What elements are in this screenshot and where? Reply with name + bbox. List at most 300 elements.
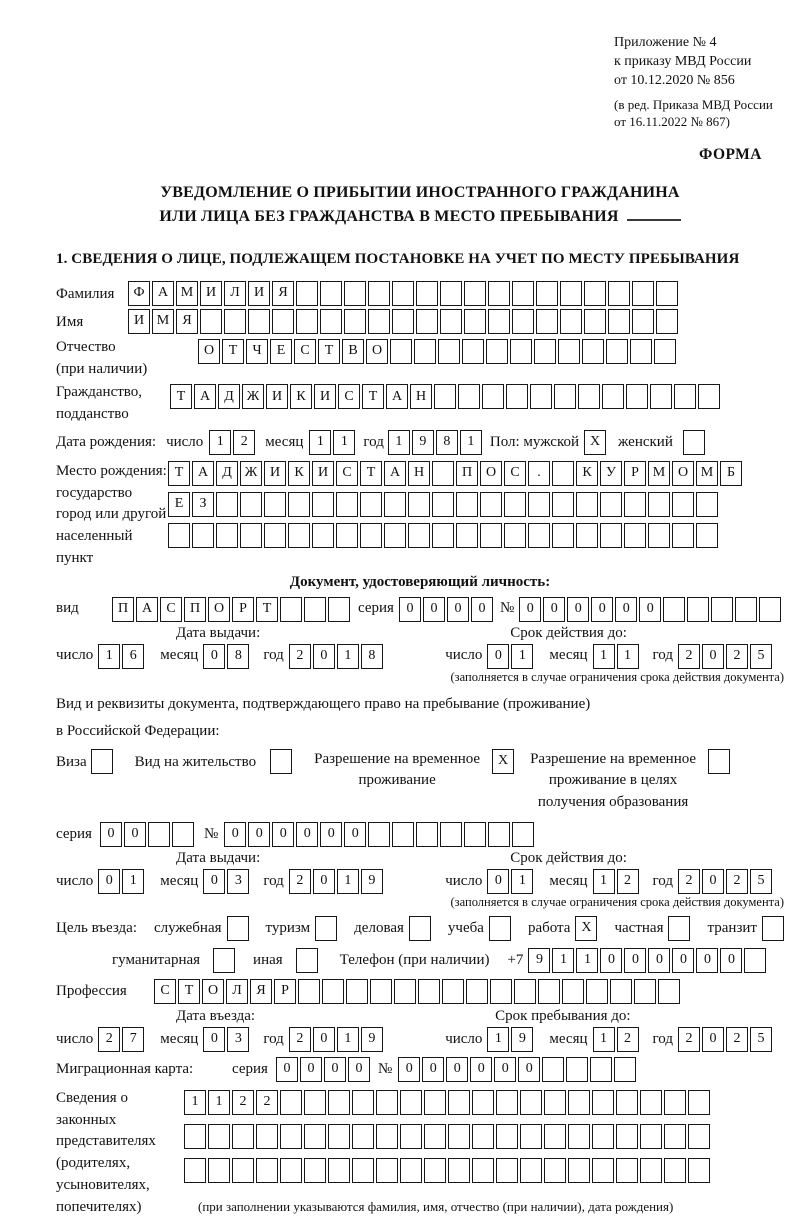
char-box[interactable] <box>360 523 382 548</box>
char-box[interactable]: О <box>208 597 230 622</box>
char-box[interactable] <box>392 309 414 334</box>
char-box[interactable] <box>687 597 709 622</box>
char-box[interactable] <box>384 492 406 517</box>
char-box[interactable]: Я <box>176 309 198 334</box>
char-box[interactable]: 1 <box>460 430 482 455</box>
char-box[interactable]: С <box>336 461 358 486</box>
char-box[interactable] <box>582 339 604 364</box>
char-box[interactable] <box>640 1090 662 1115</box>
char-box[interactable]: С <box>504 461 526 486</box>
char-box[interactable] <box>664 1090 686 1115</box>
char-box[interactable]: Т <box>178 979 200 1004</box>
char-box[interactable] <box>312 492 334 517</box>
char-box[interactable] <box>496 1158 518 1183</box>
char-box[interactable]: 0 <box>272 822 294 847</box>
char-box[interactable]: 0 <box>519 597 541 622</box>
char-box[interactable]: П <box>112 597 134 622</box>
char-box[interactable] <box>416 822 438 847</box>
char-box[interactable]: 0 <box>639 597 661 622</box>
char-box[interactable] <box>664 1124 686 1149</box>
char-box[interactable] <box>232 1158 254 1183</box>
char-box[interactable]: 0 <box>398 1057 420 1082</box>
char-box[interactable]: 0 <box>344 822 366 847</box>
char-box[interactable] <box>576 523 598 548</box>
char-box[interactable] <box>328 1124 350 1149</box>
char-box[interactable]: 5 <box>750 644 772 669</box>
char-box[interactable] <box>672 523 694 548</box>
char-box[interactable]: 0 <box>470 1057 492 1082</box>
char-box[interactable]: X <box>575 916 597 941</box>
char-box[interactable] <box>554 384 576 409</box>
char-box[interactable]: Д <box>216 461 238 486</box>
char-box[interactable] <box>296 309 318 334</box>
char-box[interactable] <box>328 1158 350 1183</box>
char-box[interactable] <box>688 1158 710 1183</box>
char-box[interactable] <box>416 309 438 334</box>
char-box[interactable]: 1 <box>337 644 359 669</box>
char-box[interactable]: 0 <box>348 1057 370 1082</box>
char-box[interactable] <box>280 1158 302 1183</box>
char-box[interactable]: 0 <box>518 1057 540 1082</box>
char-box[interactable] <box>488 822 510 847</box>
char-box[interactable]: 0 <box>471 597 493 622</box>
char-box[interactable]: Ф <box>128 281 150 306</box>
char-box[interactable]: 1 <box>337 869 359 894</box>
char-box[interactable]: К <box>288 461 310 486</box>
char-box[interactable]: И <box>266 384 288 409</box>
char-box[interactable] <box>496 1090 518 1115</box>
char-box[interactable] <box>200 309 222 334</box>
char-box[interactable] <box>544 1124 566 1149</box>
char-box[interactable]: 1 <box>593 644 615 669</box>
char-box[interactable]: Т <box>170 384 192 409</box>
char-box[interactable] <box>256 1124 278 1149</box>
char-box[interactable]: 1 <box>309 430 331 455</box>
char-box[interactable] <box>368 309 390 334</box>
char-box[interactable]: 0 <box>313 644 335 669</box>
char-box[interactable] <box>400 1090 422 1115</box>
char-box[interactable] <box>711 597 733 622</box>
char-box[interactable] <box>344 309 366 334</box>
char-box[interactable] <box>592 1124 614 1149</box>
char-box[interactable]: 0 <box>203 1027 225 1052</box>
char-box[interactable] <box>586 979 608 1004</box>
char-box[interactable] <box>298 979 320 1004</box>
char-box[interactable] <box>759 597 781 622</box>
char-box[interactable] <box>216 523 238 548</box>
char-box[interactable]: 0 <box>203 644 225 669</box>
char-box[interactable] <box>288 523 310 548</box>
char-box[interactable] <box>602 384 624 409</box>
char-box[interactable] <box>418 979 440 1004</box>
char-box[interactable] <box>280 1124 302 1149</box>
char-box[interactable] <box>216 492 238 517</box>
char-box[interactable]: 2 <box>233 430 255 455</box>
char-box[interactable] <box>208 1124 230 1149</box>
char-box[interactable]: Е <box>168 492 190 517</box>
char-box[interactable]: 2 <box>289 869 311 894</box>
char-box[interactable]: 0 <box>423 597 445 622</box>
char-box[interactable]: Б <box>720 461 742 486</box>
char-box[interactable] <box>408 492 430 517</box>
char-box[interactable]: 1 <box>576 948 598 973</box>
char-box[interactable] <box>514 979 536 1004</box>
char-box[interactable] <box>424 1090 446 1115</box>
char-box[interactable]: М <box>696 461 718 486</box>
char-box[interactable] <box>296 281 318 306</box>
char-box[interactable]: К <box>290 384 312 409</box>
char-box[interactable]: И <box>128 309 150 334</box>
char-box[interactable]: 0 <box>224 822 246 847</box>
char-box[interactable] <box>264 492 286 517</box>
char-box[interactable]: 9 <box>528 948 550 973</box>
char-box[interactable] <box>536 281 558 306</box>
char-box[interactable]: П <box>184 597 206 622</box>
char-box[interactable]: 8 <box>361 644 383 669</box>
char-box[interactable] <box>708 749 730 774</box>
char-box[interactable] <box>538 979 560 1004</box>
char-box[interactable]: 2 <box>256 1090 278 1115</box>
char-box[interactable]: Т <box>360 461 382 486</box>
char-box[interactable] <box>448 1090 470 1115</box>
char-box[interactable]: 0 <box>300 1057 322 1082</box>
char-box[interactable] <box>304 597 326 622</box>
char-box[interactable]: У <box>600 461 622 486</box>
char-box[interactable] <box>616 1158 638 1183</box>
char-box[interactable] <box>304 1124 326 1149</box>
char-box[interactable]: Т <box>222 339 244 364</box>
char-box[interactable] <box>568 1090 590 1115</box>
char-box[interactable]: 0 <box>672 948 694 973</box>
char-box[interactable]: К <box>576 461 598 486</box>
char-box[interactable] <box>432 523 454 548</box>
char-box[interactable] <box>438 339 460 364</box>
char-box[interactable] <box>558 339 580 364</box>
char-box[interactable]: Т <box>362 384 384 409</box>
char-box[interactable]: Ч <box>246 339 268 364</box>
char-box[interactable]: И <box>264 461 286 486</box>
char-box[interactable] <box>735 597 757 622</box>
char-box[interactable]: П <box>456 461 478 486</box>
char-box[interactable]: 0 <box>494 1057 516 1082</box>
char-box[interactable] <box>576 492 598 517</box>
char-box[interactable] <box>296 948 318 973</box>
char-box[interactable]: 2 <box>726 1027 748 1052</box>
char-box[interactable]: 0 <box>702 1027 724 1052</box>
char-box[interactable] <box>512 281 534 306</box>
char-box[interactable] <box>488 281 510 306</box>
char-box[interactable]: 0 <box>720 948 742 973</box>
char-box[interactable] <box>315 916 337 941</box>
char-box[interactable]: 1 <box>593 869 615 894</box>
char-box[interactable] <box>442 979 464 1004</box>
char-box[interactable] <box>336 523 358 548</box>
char-box[interactable] <box>392 281 414 306</box>
char-box[interactable] <box>656 309 678 334</box>
char-box[interactable]: Д <box>218 384 240 409</box>
char-box[interactable] <box>304 1090 326 1115</box>
char-box[interactable] <box>632 281 654 306</box>
char-box[interactable] <box>213 948 235 973</box>
char-box[interactable] <box>224 309 246 334</box>
char-box[interactable] <box>456 492 478 517</box>
char-box[interactable]: 9 <box>511 1027 533 1052</box>
char-box[interactable]: 0 <box>320 822 342 847</box>
char-box[interactable]: Я <box>272 281 294 306</box>
char-box[interactable]: Л <box>224 281 246 306</box>
char-box[interactable]: 9 <box>361 869 383 894</box>
char-box[interactable] <box>648 492 670 517</box>
char-box[interactable] <box>240 523 262 548</box>
char-box[interactable]: А <box>194 384 216 409</box>
char-box[interactable] <box>640 1158 662 1183</box>
char-box[interactable] <box>578 384 600 409</box>
char-box[interactable] <box>688 1090 710 1115</box>
char-box[interactable] <box>668 916 690 941</box>
char-box[interactable]: . <box>528 461 550 486</box>
char-box[interactable] <box>462 339 484 364</box>
char-box[interactable]: Т <box>256 597 278 622</box>
char-box[interactable]: О <box>672 461 694 486</box>
char-box[interactable] <box>626 384 648 409</box>
char-box[interactable]: 0 <box>446 1057 468 1082</box>
char-box[interactable]: И <box>248 281 270 306</box>
char-box[interactable]: 0 <box>702 644 724 669</box>
char-box[interactable] <box>400 1124 422 1149</box>
char-box[interactable] <box>280 597 302 622</box>
char-box[interactable] <box>566 1057 588 1082</box>
char-box[interactable] <box>552 461 574 486</box>
char-box[interactable] <box>168 523 190 548</box>
char-box[interactable] <box>650 384 672 409</box>
char-box[interactable]: Н <box>408 461 430 486</box>
char-box[interactable] <box>264 523 286 548</box>
char-box[interactable] <box>440 309 462 334</box>
char-box[interactable]: 1 <box>333 430 355 455</box>
char-box[interactable] <box>552 492 574 517</box>
char-box[interactable] <box>320 281 342 306</box>
char-box[interactable] <box>630 339 652 364</box>
char-box[interactable]: И <box>200 281 222 306</box>
char-box[interactable]: В <box>342 339 364 364</box>
char-box[interactable]: 1 <box>388 430 410 455</box>
char-box[interactable] <box>640 1124 662 1149</box>
char-box[interactable] <box>592 1090 614 1115</box>
char-box[interactable] <box>464 309 486 334</box>
char-box[interactable] <box>744 948 766 973</box>
char-box[interactable] <box>486 339 508 364</box>
char-box[interactable] <box>520 1158 542 1183</box>
char-box[interactable] <box>440 281 462 306</box>
char-box[interactable]: 1 <box>511 644 533 669</box>
char-box[interactable]: 2 <box>289 644 311 669</box>
char-box[interactable] <box>320 309 342 334</box>
char-box[interactable] <box>584 281 606 306</box>
char-box[interactable] <box>184 1158 206 1183</box>
char-box[interactable] <box>616 1090 638 1115</box>
char-box[interactable] <box>256 1158 278 1183</box>
char-box[interactable] <box>624 492 646 517</box>
char-box[interactable] <box>698 384 720 409</box>
char-box[interactable]: 0 <box>487 869 509 894</box>
char-box[interactable] <box>360 492 382 517</box>
char-box[interactable]: 0 <box>447 597 469 622</box>
char-box[interactable]: О <box>366 339 388 364</box>
char-box[interactable] <box>414 339 436 364</box>
char-box[interactable]: С <box>154 979 176 1004</box>
char-box[interactable] <box>370 979 392 1004</box>
char-box[interactable] <box>506 384 528 409</box>
char-box[interactable] <box>552 523 574 548</box>
char-box[interactable]: 1 <box>122 869 144 894</box>
char-box[interactable]: 8 <box>227 644 249 669</box>
char-box[interactable] <box>352 1158 374 1183</box>
char-box[interactable]: 0 <box>98 869 120 894</box>
char-box[interactable]: Л <box>226 979 248 1004</box>
char-box[interactable] <box>504 523 526 548</box>
char-box[interactable] <box>466 979 488 1004</box>
char-box[interactable] <box>328 1090 350 1115</box>
char-box[interactable] <box>368 281 390 306</box>
char-box[interactable]: 0 <box>600 948 622 973</box>
char-box[interactable] <box>456 523 478 548</box>
char-box[interactable]: 2 <box>678 869 700 894</box>
char-box[interactable]: 5 <box>750 1027 772 1052</box>
char-box[interactable]: Т <box>168 461 190 486</box>
char-box[interactable]: З <box>192 492 214 517</box>
char-box[interactable] <box>496 1124 518 1149</box>
char-box[interactable] <box>610 979 632 1004</box>
char-box[interactable] <box>512 309 534 334</box>
char-box[interactable] <box>672 492 694 517</box>
char-box[interactable] <box>624 523 646 548</box>
char-box[interactable]: X <box>584 430 606 455</box>
char-box[interactable]: 0 <box>313 1027 335 1052</box>
char-box[interactable] <box>408 523 430 548</box>
char-box[interactable]: С <box>294 339 316 364</box>
char-box[interactable] <box>568 1124 590 1149</box>
char-box[interactable] <box>91 749 113 774</box>
char-box[interactable] <box>434 384 456 409</box>
char-box[interactable]: А <box>384 461 406 486</box>
char-box[interactable] <box>240 492 262 517</box>
char-box[interactable] <box>304 1158 326 1183</box>
char-box[interactable]: 0 <box>248 822 270 847</box>
char-box[interactable] <box>432 492 454 517</box>
char-box[interactable] <box>352 1124 374 1149</box>
char-box[interactable]: 0 <box>696 948 718 973</box>
char-box[interactable] <box>600 523 622 548</box>
char-box[interactable] <box>288 492 310 517</box>
char-box[interactable] <box>346 979 368 1004</box>
char-box[interactable] <box>184 1124 206 1149</box>
char-box[interactable]: 0 <box>567 597 589 622</box>
char-box[interactable]: Ж <box>240 461 262 486</box>
char-box[interactable] <box>528 523 550 548</box>
char-box[interactable] <box>376 1158 398 1183</box>
char-box[interactable] <box>696 492 718 517</box>
char-box[interactable] <box>424 1124 446 1149</box>
char-box[interactable] <box>192 523 214 548</box>
char-box[interactable] <box>512 822 534 847</box>
char-box[interactable]: 5 <box>750 869 772 894</box>
char-box[interactable]: 0 <box>399 597 421 622</box>
char-box[interactable]: 6 <box>122 644 144 669</box>
char-box[interactable] <box>472 1124 494 1149</box>
char-box[interactable] <box>489 916 511 941</box>
char-box[interactable]: 1 <box>593 1027 615 1052</box>
char-box[interactable] <box>280 1090 302 1115</box>
char-box[interactable]: А <box>136 597 158 622</box>
char-box[interactable]: 0 <box>203 869 225 894</box>
char-box[interactable]: 0 <box>324 1057 346 1082</box>
char-box[interactable]: 1 <box>487 1027 509 1052</box>
char-box[interactable]: О <box>198 339 220 364</box>
char-box[interactable]: 1 <box>337 1027 359 1052</box>
char-box[interactable] <box>568 1158 590 1183</box>
char-box[interactable] <box>448 1158 470 1183</box>
char-box[interactable] <box>560 309 582 334</box>
char-box[interactable] <box>400 1158 422 1183</box>
char-box[interactable]: М <box>176 281 198 306</box>
char-box[interactable]: 2 <box>617 1027 639 1052</box>
char-box[interactable]: 1 <box>184 1090 206 1115</box>
char-box[interactable] <box>590 1057 612 1082</box>
char-box[interactable] <box>600 492 622 517</box>
char-box[interactable] <box>490 979 512 1004</box>
char-box[interactable]: 0 <box>702 869 724 894</box>
char-box[interactable] <box>664 1158 686 1183</box>
char-box[interactable] <box>536 309 558 334</box>
char-box[interactable]: 0 <box>100 822 122 847</box>
char-box[interactable] <box>520 1124 542 1149</box>
char-box[interactable] <box>472 1158 494 1183</box>
char-box[interactable]: 2 <box>232 1090 254 1115</box>
char-box[interactable] <box>416 281 438 306</box>
char-box[interactable]: 0 <box>313 869 335 894</box>
char-box[interactable] <box>488 309 510 334</box>
char-box[interactable] <box>658 979 680 1004</box>
char-box[interactable]: 1 <box>617 644 639 669</box>
char-box[interactable] <box>227 916 249 941</box>
char-box[interactable]: 0 <box>591 597 613 622</box>
char-box[interactable]: 1 <box>208 1090 230 1115</box>
char-box[interactable] <box>656 281 678 306</box>
char-box[interactable]: Ж <box>242 384 264 409</box>
char-box[interactable] <box>472 1090 494 1115</box>
char-box[interactable] <box>534 339 556 364</box>
char-box[interactable] <box>376 1124 398 1149</box>
char-box[interactable]: Р <box>274 979 296 1004</box>
char-box[interactable] <box>654 339 676 364</box>
char-box[interactable]: А <box>152 281 174 306</box>
char-box[interactable]: Я <box>250 979 272 1004</box>
char-box[interactable] <box>530 384 552 409</box>
char-box[interactable]: 2 <box>98 1027 120 1052</box>
char-box[interactable]: А <box>192 461 214 486</box>
char-box[interactable]: О <box>480 461 502 486</box>
char-box[interactable] <box>696 523 718 548</box>
char-box[interactable]: 0 <box>487 644 509 669</box>
char-box[interactable]: 1 <box>511 869 533 894</box>
char-box[interactable]: 9 <box>361 1027 383 1052</box>
char-box[interactable] <box>172 822 194 847</box>
char-box[interactable] <box>328 597 350 622</box>
char-box[interactable] <box>272 309 294 334</box>
char-box[interactable]: 0 <box>296 822 318 847</box>
char-box[interactable] <box>322 979 344 1004</box>
char-box[interactable]: С <box>338 384 360 409</box>
